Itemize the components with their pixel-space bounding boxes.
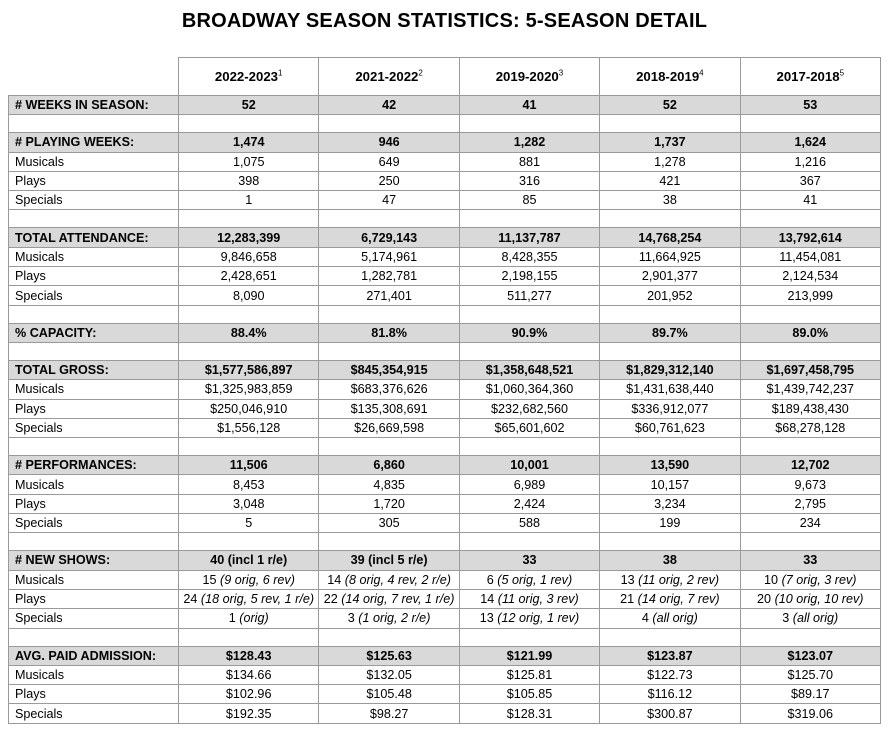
category-value: 305 (319, 514, 459, 533)
category-row (9, 247, 881, 266)
empty-cell (319, 342, 459, 360)
category-row (9, 267, 881, 286)
category-value: 367 (740, 171, 880, 190)
category-value: $122.73 (600, 665, 740, 684)
category-value: 3,048 (179, 494, 319, 513)
category-label: Specials (9, 191, 179, 210)
empty-cell (600, 210, 740, 228)
empty-cell (600, 115, 740, 133)
section-value: $845,354,915 (319, 360, 459, 379)
section-value: 81.8% (319, 323, 459, 342)
section-total-row (9, 551, 881, 570)
section-value: $123.87 (600, 646, 740, 665)
category-row (9, 665, 881, 684)
category-value: 250 (319, 171, 459, 190)
category-value: $89.17 (740, 685, 880, 704)
section-value: 40 (incl 1 r/e) (179, 551, 319, 570)
category-value: 511,277 (459, 286, 599, 305)
empty-cell (740, 533, 880, 551)
category-value: $189,438,430 (740, 399, 880, 418)
category-label: Specials (9, 418, 179, 437)
category-value: 421 (600, 171, 740, 190)
category-value: $68,278,128 (740, 418, 880, 437)
section-value: $123.07 (740, 646, 880, 665)
season-label: 2022-2023 (214, 68, 278, 84)
category-value (740, 570, 880, 589)
empty-cell (740, 115, 880, 133)
category-label: Musicals (9, 665, 179, 684)
section-label: # PERFORMANCES: (9, 456, 179, 475)
category-value: $105.85 (459, 685, 599, 704)
category-value (740, 609, 880, 628)
section-value: 6,729,143 (319, 228, 459, 247)
section-value: 1,624 (740, 133, 880, 152)
empty-cell (459, 305, 599, 323)
empty-cell (179, 438, 319, 456)
new-show-breakdown: (8 orig, 4 rev, 2 r/e) (344, 572, 451, 587)
empty-cell (459, 210, 599, 228)
category-label: Specials (9, 609, 179, 628)
spacer-row (9, 438, 881, 456)
spacer-row (9, 115, 881, 133)
category-value (459, 589, 599, 608)
section-value: 13,792,614 (740, 228, 880, 247)
section-value: $128.43 (179, 646, 319, 665)
new-show-breakdown: (18 orig, 5 rev, 1 r/e) (200, 592, 315, 607)
section-total-row (9, 323, 881, 342)
category-value: 9,846,658 (179, 247, 319, 266)
statistics-body (9, 96, 881, 724)
category-value: 1,278 (600, 152, 740, 171)
section-value: 11,506 (179, 456, 319, 475)
season-footnote: 4 (699, 68, 704, 78)
category-label: Musicals (9, 380, 179, 399)
section-value: 33 (459, 551, 599, 570)
new-show-count: 14 (480, 592, 495, 607)
spacer-row (9, 628, 881, 646)
category-value: 1 (179, 191, 319, 210)
category-value: 271,401 (319, 286, 459, 305)
new-show-breakdown: (all orig) (652, 611, 698, 626)
section-value: $1,697,458,795 (740, 360, 880, 379)
section-total-row (9, 456, 881, 475)
category-value: $300.87 (600, 704, 740, 723)
new-show-count: 21 (620, 592, 635, 607)
category-value: $1,431,638,440 (600, 380, 740, 399)
section-value: 1,282 (459, 133, 599, 152)
season-label: 2017-2018 (776, 68, 840, 84)
category-row (9, 475, 881, 494)
season-footnote: 2 (418, 68, 423, 78)
category-value: $26,669,598 (319, 418, 459, 437)
category-value: 2,424 (459, 494, 599, 513)
season-label: 2018-2019 (636, 68, 700, 84)
category-value: 3,234 (600, 494, 740, 513)
category-value: 11,454,081 (740, 247, 880, 266)
new-show-breakdown: (14 orig, 7 rev) (637, 592, 720, 607)
category-value (179, 609, 319, 628)
category-row (9, 171, 881, 190)
section-value: $121.99 (459, 646, 599, 665)
category-value: 10,157 (600, 475, 740, 494)
section-value: 6,860 (319, 456, 459, 475)
category-row (9, 704, 881, 723)
section-value: 10,001 (459, 456, 599, 475)
category-value: 2,795 (740, 494, 880, 513)
category-value: 5 (179, 514, 319, 533)
season-label: 2019-2020 (495, 68, 559, 84)
new-show-breakdown: (12 orig, 1 rev) (497, 611, 580, 626)
empty-cell (319, 438, 459, 456)
new-show-count: 10 (764, 572, 779, 587)
section-value: 946 (319, 133, 459, 152)
category-value: $1,325,983,859 (179, 380, 319, 399)
season-header (319, 58, 459, 96)
new-show-count: 22 (323, 592, 338, 607)
new-show-breakdown: (11 orig, 2 rev) (638, 572, 720, 587)
category-row (9, 685, 881, 704)
statistics-table (8, 57, 881, 724)
category-value: $128.31 (459, 704, 599, 723)
category-value: 2,901,377 (600, 267, 740, 286)
category-label: Musicals (9, 570, 179, 589)
category-value (740, 589, 880, 608)
category-value: $60,761,623 (600, 418, 740, 437)
season-footnote: 3 (558, 68, 564, 78)
category-value: 234 (740, 514, 880, 533)
new-show-breakdown: (9 orig, 6 rev) (220, 572, 295, 587)
category-label: Specials (9, 286, 179, 305)
section-label: # NEW SHOWS: (9, 551, 179, 570)
section-label: TOTAL GROSS: (9, 360, 179, 379)
category-label: Plays (9, 399, 179, 418)
category-value (459, 609, 599, 628)
section-value: 89.7% (600, 323, 740, 342)
section-total-row (9, 360, 881, 379)
category-value: $1,556,128 (179, 418, 319, 437)
category-value (179, 570, 319, 589)
category-value (319, 589, 459, 608)
category-value: $135,308,691 (319, 399, 459, 418)
new-show-count: 24 (183, 592, 198, 607)
category-value: 1,216 (740, 152, 880, 171)
category-value: 649 (319, 152, 459, 171)
section-value: 88.4% (179, 323, 319, 342)
category-row (9, 399, 881, 418)
new-show-count: 20 (757, 592, 772, 607)
new-show-breakdown: (10 orig, 10 rev) (774, 592, 864, 607)
section-value: 39 (incl 5 r/e) (319, 551, 459, 570)
category-label: Musicals (9, 247, 179, 266)
section-value: 12,283,399 (179, 228, 319, 247)
spacer-row (9, 210, 881, 228)
category-label: Plays (9, 267, 179, 286)
category-value: 9,673 (740, 475, 880, 494)
new-show-count: 4 (641, 611, 649, 626)
category-row (9, 514, 881, 533)
category-row (9, 609, 881, 628)
empty-cell (9, 533, 179, 551)
empty-cell (600, 533, 740, 551)
category-value: 8,453 (179, 475, 319, 494)
category-value: 38 (600, 191, 740, 210)
empty-cell (319, 533, 459, 551)
new-show-count: 15 (202, 572, 217, 587)
new-show-breakdown: (11 orig, 3 rev) (497, 592, 579, 607)
section-value: 53 (740, 96, 880, 115)
category-value (459, 570, 599, 589)
category-label: Musicals (9, 152, 179, 171)
section-value: 42 (319, 96, 459, 115)
empty-cell (179, 115, 319, 133)
new-show-count: 13 (620, 572, 635, 587)
empty-cell (9, 305, 179, 323)
empty-cell (9, 210, 179, 228)
category-value: $1,439,742,237 (740, 380, 880, 399)
section-value: 12,702 (740, 456, 880, 475)
empty-cell (740, 305, 880, 323)
empty-cell (600, 342, 740, 360)
category-row (9, 286, 881, 305)
empty-cell (319, 628, 459, 646)
category-label: Specials (9, 514, 179, 533)
category-label: Plays (9, 685, 179, 704)
category-value: 11,664,925 (600, 247, 740, 266)
season-label: 2021-2022 (355, 68, 419, 84)
category-value: $232,682,560 (459, 399, 599, 418)
category-value (600, 570, 740, 589)
category-value: 1,720 (319, 494, 459, 513)
category-value: $125.81 (459, 665, 599, 684)
category-value (179, 589, 319, 608)
section-value: $125.63 (319, 646, 459, 665)
category-value: 5,174,961 (319, 247, 459, 266)
category-row (9, 570, 881, 589)
category-value: 2,428,651 (179, 267, 319, 286)
empty-cell (9, 438, 179, 456)
section-label: % CAPACITY: (9, 323, 179, 342)
season-header (740, 58, 880, 96)
category-value: 213,999 (740, 286, 880, 305)
category-value: 2,198,155 (459, 267, 599, 286)
category-value (600, 589, 740, 608)
new-show-count: 3 (782, 611, 790, 626)
section-label: AVG. PAID ADMISSION: (9, 646, 179, 665)
category-value: $102.96 (179, 685, 319, 704)
section-value: 14,768,254 (600, 228, 740, 247)
section-value: 52 (600, 96, 740, 115)
spacer-row (9, 342, 881, 360)
empty-cell (740, 628, 880, 646)
empty-cell (459, 115, 599, 133)
category-label: Plays (9, 494, 179, 513)
category-value: $683,376,626 (319, 380, 459, 399)
season-header (459, 58, 599, 96)
category-value: $319.06 (740, 704, 880, 723)
empty-cell (459, 342, 599, 360)
section-value: 33 (740, 551, 880, 570)
empty-cell (179, 628, 319, 646)
category-value: $116.12 (600, 685, 740, 704)
section-value: 11,137,787 (459, 228, 599, 247)
new-show-breakdown: (5 orig, 1 rev) (497, 572, 573, 587)
category-value: 201,952 (600, 286, 740, 305)
new-show-count: 3 (347, 611, 355, 626)
category-value: $105.48 (319, 685, 459, 704)
empty-cell (459, 438, 599, 456)
category-value: 2,124,534 (740, 267, 880, 286)
section-value: 52 (179, 96, 319, 115)
empty-cell (740, 438, 880, 456)
category-value: $132.05 (319, 665, 459, 684)
section-total-row (9, 133, 881, 152)
season-footnote: 5 (839, 68, 845, 78)
category-value (319, 609, 459, 628)
category-row (9, 380, 881, 399)
category-value: 85 (459, 191, 599, 210)
section-total-row (9, 646, 881, 665)
section-value: $1,829,312,140 (600, 360, 740, 379)
empty-cell (740, 210, 880, 228)
section-label: # PLAYING WEEKS: (9, 133, 179, 152)
new-show-breakdown: (7 orig, 3 rev) (781, 572, 857, 587)
section-label: TOTAL ATTENDANCE: (9, 228, 179, 247)
category-value: $336,912,077 (600, 399, 740, 418)
category-row (9, 418, 881, 437)
empty-cell (600, 438, 740, 456)
empty-cell (459, 533, 599, 551)
header-corner-cell (9, 58, 179, 96)
category-value: $125.70 (740, 665, 880, 684)
empty-cell (179, 533, 319, 551)
category-value (319, 570, 459, 589)
category-value: 199 (600, 514, 740, 533)
spacer-row (9, 305, 881, 323)
category-row (9, 589, 881, 608)
category-row (9, 152, 881, 171)
category-value: 8,428,355 (459, 247, 599, 266)
empty-cell (319, 210, 459, 228)
category-value: 41 (740, 191, 880, 210)
new-show-breakdown: (orig) (239, 611, 269, 626)
category-value: 881 (459, 152, 599, 171)
empty-cell (179, 342, 319, 360)
empty-cell (459, 628, 599, 646)
section-total-row (9, 228, 881, 247)
category-value: 47 (319, 191, 459, 210)
section-value: $1,577,586,897 (179, 360, 319, 379)
new-show-count: 14 (327, 572, 342, 587)
category-value: $250,046,910 (179, 399, 319, 418)
new-show-breakdown: (all orig) (792, 611, 839, 626)
category-value: $1,060,364,360 (459, 380, 599, 399)
new-show-count: 1 (228, 611, 236, 626)
new-show-breakdown: (14 orig, 7 rev, 1 r/e) (341, 592, 455, 607)
section-value: 13,590 (600, 456, 740, 475)
season-header (600, 58, 740, 96)
section-label: # WEEKS IN SEASON: (9, 96, 179, 115)
section-value: 1,474 (179, 133, 319, 152)
season-footnote: 1 (278, 68, 283, 78)
category-value: 588 (459, 514, 599, 533)
empty-cell (600, 305, 740, 323)
page-title: BROADWAY SEASON STATISTICS: 5-SEASON DETAIL (181, 10, 708, 32)
spacer-row (9, 533, 881, 551)
empty-cell (9, 115, 179, 133)
category-value: 1,075 (179, 152, 319, 171)
category-value: $192.35 (179, 704, 319, 723)
empty-cell (179, 210, 319, 228)
season-header (179, 58, 319, 96)
category-value: 8,090 (179, 286, 319, 305)
category-value: $134.66 (179, 665, 319, 684)
category-label: Musicals (9, 475, 179, 494)
section-value: $1,358,648,521 (459, 360, 599, 379)
category-row (9, 191, 881, 210)
category-value (600, 609, 740, 628)
new-show-count: 6 (486, 572, 494, 587)
empty-cell (9, 342, 179, 360)
category-label: Plays (9, 589, 179, 608)
section-value: 89.0% (740, 323, 880, 342)
section-value: 90.9% (459, 323, 599, 342)
category-label: Specials (9, 704, 179, 723)
empty-cell (319, 115, 459, 133)
category-value: $65,601,602 (459, 418, 599, 437)
empty-cell (740, 342, 880, 360)
category-value: 6,989 (459, 475, 599, 494)
category-value: 1,282,781 (319, 267, 459, 286)
category-value: 316 (459, 171, 599, 190)
section-value: 1,737 (600, 133, 740, 152)
category-value: 398 (179, 171, 319, 190)
empty-cell (9, 628, 179, 646)
empty-cell (600, 628, 740, 646)
season-header-row (9, 58, 881, 96)
new-show-count: 13 (479, 611, 494, 626)
empty-cell (319, 305, 459, 323)
category-value: $98.27 (319, 704, 459, 723)
empty-cell (179, 305, 319, 323)
category-label: Plays (9, 171, 179, 190)
section-value: 41 (459, 96, 599, 115)
section-total-row (9, 96, 881, 115)
category-value: 4,835 (319, 475, 459, 494)
category-row (9, 494, 881, 513)
section-value: 38 (600, 551, 740, 570)
new-show-breakdown: (1 orig, 2 r/e) (358, 611, 431, 626)
